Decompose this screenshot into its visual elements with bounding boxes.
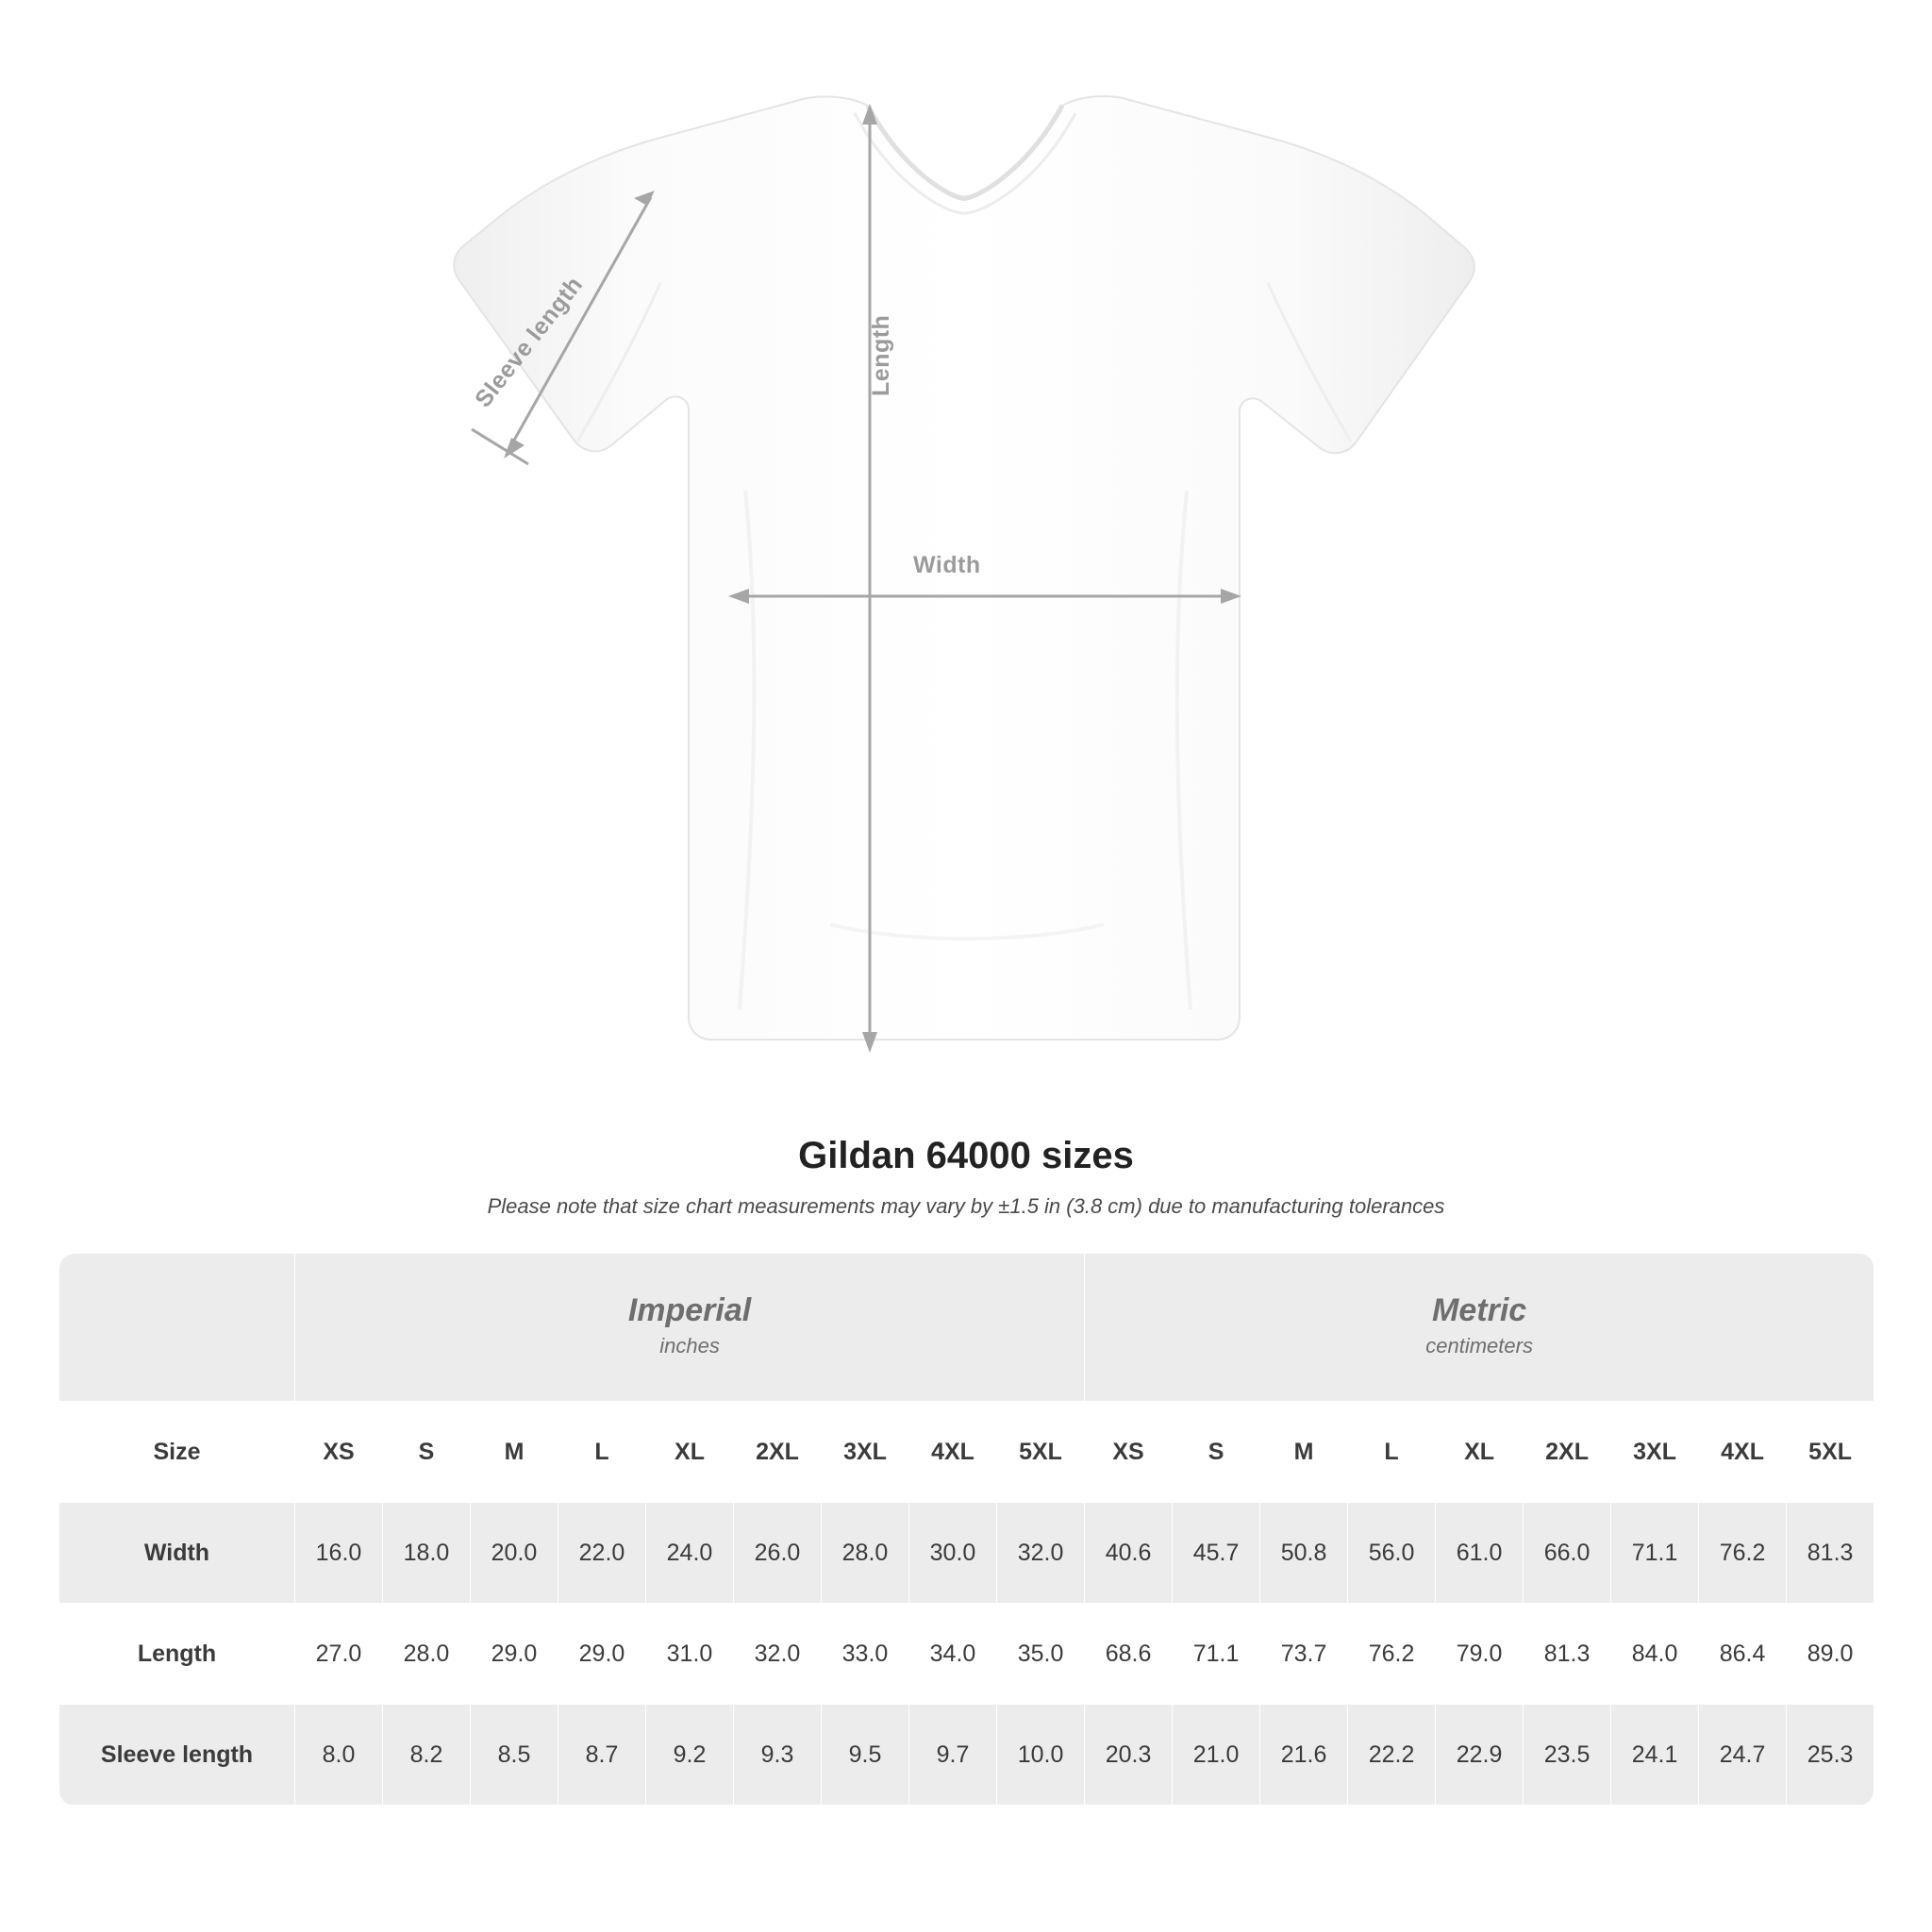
cell-width: 71.1 bbox=[1611, 1503, 1699, 1604]
cell-width: 76.2 bbox=[1699, 1503, 1787, 1604]
size-col-header: 4XL bbox=[909, 1402, 997, 1503]
size-col-header: 2XL bbox=[1524, 1402, 1611, 1503]
cell-length: 84.0 bbox=[1611, 1604, 1699, 1705]
unit-imperial-name: Imperial bbox=[627, 1291, 752, 1328]
sleeve-length-dimension-label: Sleeve length bbox=[470, 271, 589, 413]
cell-length: 71.1 bbox=[1173, 1604, 1260, 1705]
size-table bbox=[58, 1253, 1874, 1806]
cell-sleeve-length: 10.0 bbox=[997, 1705, 1085, 1806]
cell-sleeve-length: 21.0 bbox=[1173, 1705, 1260, 1806]
table-row bbox=[59, 1503, 1874, 1604]
size-col-header: XL bbox=[1436, 1402, 1524, 1503]
cell-length: 33.0 bbox=[822, 1604, 909, 1705]
cell-sleeve-length: 22.9 bbox=[1436, 1705, 1524, 1806]
cell-sleeve-length: 8.0 bbox=[295, 1705, 383, 1806]
length-dimension-label: Length bbox=[868, 314, 894, 396]
unit-group-metric bbox=[1085, 1254, 1874, 1402]
cell-width: 20.0 bbox=[471, 1503, 558, 1604]
cell-width: 61.0 bbox=[1436, 1503, 1524, 1604]
cell-sleeve-length: 25.3 bbox=[1787, 1705, 1874, 1806]
cell-length: 34.0 bbox=[909, 1604, 997, 1705]
unit-metric-sub: centimeters bbox=[1425, 1333, 1533, 1357]
cell-length: 29.0 bbox=[471, 1604, 558, 1705]
size-col-header: M bbox=[471, 1402, 558, 1503]
size-col-header: L bbox=[558, 1402, 646, 1503]
size-col-header: M bbox=[1260, 1402, 1348, 1503]
cell-width: 22.0 bbox=[558, 1503, 646, 1604]
row-label-width: Width bbox=[59, 1503, 295, 1604]
row-label-length: Length bbox=[59, 1604, 295, 1705]
cell-sleeve-length: 21.6 bbox=[1260, 1705, 1348, 1806]
size-header-row bbox=[59, 1402, 1874, 1503]
cell-length: 32.0 bbox=[734, 1604, 822, 1705]
table-row bbox=[59, 1705, 1874, 1806]
size-col-header: 5XL bbox=[997, 1402, 1085, 1503]
tolerance-note: Please note that size chart measurements may vary by ±1.5 in (3.8 cm) due to manufacturing tolerances bbox=[487, 1194, 1445, 1218]
size-col-header: 2XL bbox=[734, 1402, 822, 1503]
unit-imperial-sub: inches bbox=[659, 1333, 720, 1357]
cell-width: 30.0 bbox=[909, 1503, 997, 1604]
cell-sleeve-length: 8.5 bbox=[471, 1705, 558, 1806]
cell-sleeve-length: 9.2 bbox=[646, 1705, 734, 1806]
cell-sleeve-length: 9.5 bbox=[822, 1705, 909, 1806]
cell-width: 32.0 bbox=[997, 1503, 1085, 1604]
cell-length: 35.0 bbox=[997, 1604, 1085, 1705]
cell-width: 56.0 bbox=[1348, 1503, 1436, 1604]
cell-sleeve-length: 24.1 bbox=[1611, 1705, 1699, 1806]
cell-length: 29.0 bbox=[558, 1604, 646, 1705]
cell-length: 68.6 bbox=[1085, 1604, 1173, 1705]
cell-length: 27.0 bbox=[295, 1604, 383, 1705]
cell-sleeve-length: 8.2 bbox=[383, 1705, 471, 1806]
cell-length: 76.2 bbox=[1348, 1604, 1436, 1705]
size-col-header: 3XL bbox=[822, 1402, 909, 1503]
size-col-header: S bbox=[1173, 1402, 1260, 1503]
size-col-header: 4XL bbox=[1699, 1402, 1787, 1503]
cell-sleeve-length: 8.7 bbox=[558, 1705, 646, 1806]
cell-length: 73.7 bbox=[1260, 1604, 1348, 1705]
cell-length: 86.4 bbox=[1699, 1604, 1787, 1705]
cell-length: 81.3 bbox=[1524, 1604, 1611, 1705]
cell-length: 28.0 bbox=[383, 1604, 471, 1705]
size-col-header: L bbox=[1348, 1402, 1436, 1503]
cell-sleeve-length: 9.3 bbox=[734, 1705, 822, 1806]
cell-width: 66.0 bbox=[1524, 1503, 1611, 1604]
cell-sleeve-length: 23.5 bbox=[1524, 1705, 1611, 1806]
unit-metric-name: Metric bbox=[1432, 1291, 1527, 1328]
size-col-header: XS bbox=[295, 1402, 383, 1503]
cell-width: 50.8 bbox=[1260, 1503, 1348, 1604]
size-col-header: XS bbox=[1085, 1402, 1173, 1503]
cell-width: 24.0 bbox=[646, 1503, 734, 1604]
cell-sleeve-length: 9.7 bbox=[909, 1705, 997, 1806]
cell-width: 40.6 bbox=[1085, 1503, 1173, 1604]
size-header-label: Size bbox=[59, 1402, 295, 1503]
cell-length: 31.0 bbox=[646, 1604, 734, 1705]
size-col-header: S bbox=[383, 1402, 471, 1503]
unit-header-row bbox=[59, 1254, 1874, 1402]
cell-width: 45.7 bbox=[1173, 1503, 1260, 1604]
cell-sleeve-length: 20.3 bbox=[1085, 1705, 1173, 1806]
size-col-header: 5XL bbox=[1787, 1402, 1874, 1503]
cell-width: 18.0 bbox=[383, 1503, 471, 1604]
cell-width: 28.0 bbox=[822, 1503, 909, 1604]
cell-length: 79.0 bbox=[1436, 1604, 1524, 1705]
cell-sleeve-length: 24.7 bbox=[1699, 1705, 1787, 1806]
row-label-sleeve-length: Sleeve length bbox=[59, 1705, 295, 1806]
cell-width: 81.3 bbox=[1787, 1503, 1874, 1604]
unit-group-imperial bbox=[295, 1254, 1085, 1402]
cell-width: 16.0 bbox=[295, 1503, 383, 1604]
unit-header-spacer bbox=[59, 1254, 295, 1402]
cell-width: 26.0 bbox=[734, 1503, 822, 1604]
cell-length: 89.0 bbox=[1787, 1604, 1874, 1705]
size-col-header: XL bbox=[646, 1402, 734, 1503]
size-table-wrapper bbox=[58, 1253, 1874, 1806]
size-col-header: 3XL bbox=[1611, 1402, 1699, 1503]
table-row bbox=[59, 1604, 1874, 1705]
page-title: Gildan 64000 sizes bbox=[798, 1135, 1134, 1176]
cell-sleeve-length: 22.2 bbox=[1348, 1705, 1436, 1806]
width-dimension-label: Width bbox=[913, 552, 981, 578]
